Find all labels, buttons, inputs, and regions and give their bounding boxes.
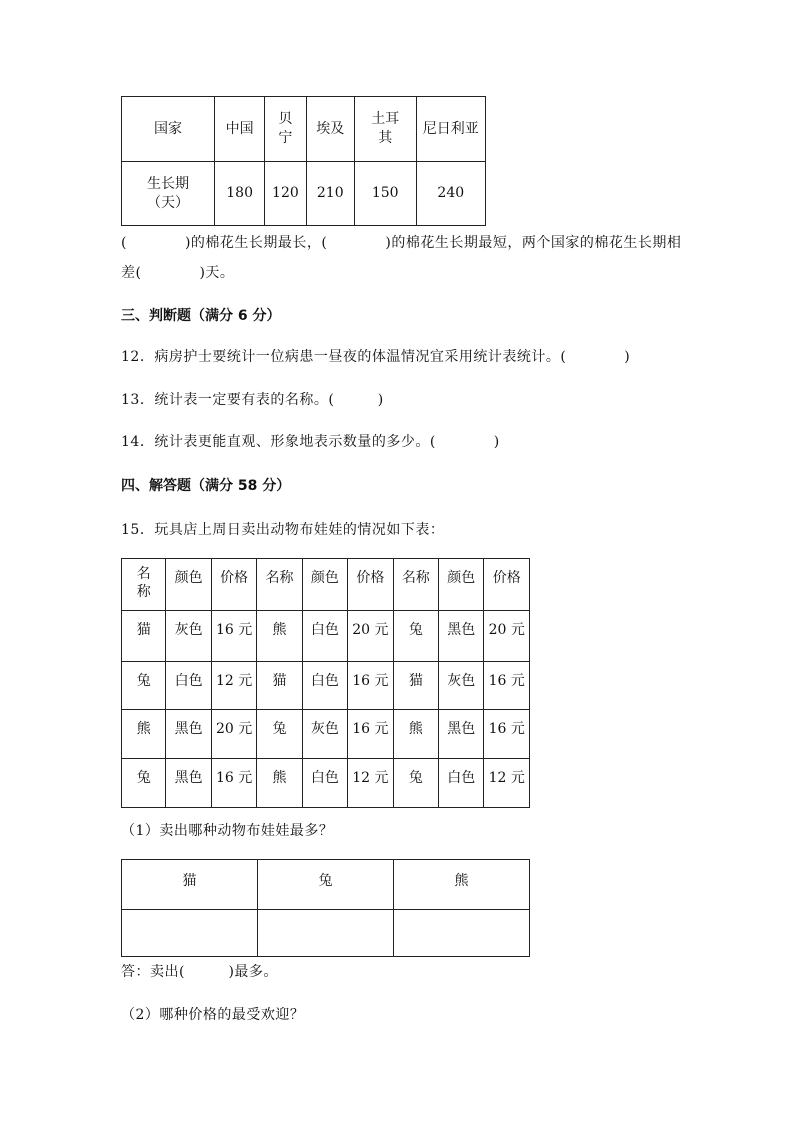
count-header-cell: 熊: [394, 860, 530, 910]
sales-cell: 16 元: [211, 611, 256, 662]
count-header-cell: 兔: [258, 860, 394, 910]
cotton-value-cell: 180: [215, 162, 265, 226]
question-15: 15．玩具店上周日卖出动物布娃娃的情况如下表：: [121, 522, 445, 538]
sales-cell: 20 元: [348, 611, 393, 662]
sales-cell: 白色: [166, 662, 211, 710]
sales-cell: 黑色: [439, 611, 484, 662]
count-value-cell: [258, 910, 394, 957]
cotton-table: [121, 96, 486, 226]
sales-cell: 12 元: [348, 759, 393, 808]
sales-header-cell: 名称: [393, 559, 438, 611]
sales-table: [121, 558, 530, 808]
section-3-title: 三、判断题（满分 6 分）: [121, 308, 281, 324]
cotton-header-cell: 贝 宁: [265, 97, 306, 162]
cotton-value-cell: 150: [354, 162, 416, 226]
question-14: 14．统计表更能直观、形象地表示数量的多少。( ): [121, 434, 500, 450]
count-value-cell: [394, 910, 530, 957]
sales-cell: 熊: [257, 759, 302, 808]
cotton-header-cell: 埃及: [306, 97, 354, 162]
sales-row: [122, 662, 530, 710]
sales-cell: 熊: [257, 611, 302, 662]
sales-cell: 16 元: [484, 662, 530, 710]
count-header-row: [122, 860, 530, 910]
sales-cell: 黑色: [439, 710, 484, 759]
sales-row: [122, 759, 530, 808]
sales-cell: 熊: [393, 710, 438, 759]
sales-cell: 猫: [122, 611, 166, 662]
sales-row: [122, 710, 530, 759]
sales-cell: 猫: [257, 662, 302, 710]
sales-cell: 黑色: [166, 710, 211, 759]
cotton-header-cell: 土耳 其: [354, 97, 416, 162]
cotton-row-label: 生长期 （天）: [122, 162, 215, 226]
count-value-cell: [122, 910, 258, 957]
sales-cell: 20 元: [484, 611, 530, 662]
cotton-header-row: [122, 97, 486, 162]
cotton-question-line-1: ( )的棉花生长期最长，( )的棉花生长期最短，两个国家的棉花生长期相: [121, 235, 682, 251]
cotton-header-cell: 尼日利亚: [416, 97, 485, 162]
count-value-row: [122, 910, 530, 957]
sales-cell: 白色: [302, 759, 347, 808]
sales-cell: 白色: [302, 662, 347, 710]
sales-cell: 16 元: [348, 662, 393, 710]
sales-cell: 20 元: [211, 710, 256, 759]
cotton-value-row: [122, 162, 486, 226]
cotton-question-line-2: 差( )天。: [121, 265, 235, 281]
question-13: 13．统计表一定要有表的名称。( ): [121, 392, 384, 408]
sales-cell: 16 元: [348, 710, 393, 759]
sales-header-cell: 价格: [211, 559, 256, 611]
sales-cell: 灰色: [166, 611, 211, 662]
sales-cell: 16 元: [211, 759, 256, 808]
sales-cell: 猫: [393, 662, 438, 710]
sales-cell: 12 元: [211, 662, 256, 710]
sales-cell: 黑色: [166, 759, 211, 808]
sales-cell: 兔: [122, 759, 166, 808]
sales-cell: 熊: [122, 710, 166, 759]
cotton-header-cell: 中国: [215, 97, 265, 162]
sales-header-cell: 价格: [484, 559, 530, 611]
sales-header-cell: 名 称: [122, 559, 166, 611]
section-4-title: 四、解答题（满分 58 分）: [121, 478, 291, 494]
sales-header-cell: 名称: [257, 559, 302, 611]
cotton-value-cell: 120: [265, 162, 306, 226]
sales-cell: 白色: [439, 759, 484, 808]
sales-header-cell: 颜色: [439, 559, 484, 611]
cotton-value-cell: 210: [306, 162, 354, 226]
sales-header-row: [122, 559, 530, 611]
count-table: [121, 859, 530, 957]
sub-question-2: （2）哪种价格的最受欢迎？: [121, 1007, 305, 1023]
sales-cell: 兔: [122, 662, 166, 710]
sales-header-cell: 颜色: [166, 559, 211, 611]
sales-row: [122, 611, 530, 662]
sub-question-1: （1）卖出哪种动物布娃娃最多？: [121, 823, 334, 839]
sales-cell: 灰色: [302, 710, 347, 759]
sales-cell: 兔: [393, 611, 438, 662]
sales-cell: 白色: [302, 611, 347, 662]
sales-cell: 兔: [257, 710, 302, 759]
sales-header-cell: 颜色: [302, 559, 347, 611]
cotton-value-cell: 240: [416, 162, 485, 226]
count-header-cell: 猫: [122, 860, 258, 910]
sales-cell: 灰色: [439, 662, 484, 710]
question-12: 12．病房护士要统计一位病患一昼夜的体温情况宜采用统计表统计。( ): [121, 349, 631, 365]
sales-cell: 12 元: [484, 759, 530, 808]
cotton-header-cell: 国家: [122, 97, 215, 162]
answer-1: 答：卖出( )最多。: [121, 964, 278, 980]
sales-cell: 16 元: [484, 710, 530, 759]
sales-cell: 兔: [393, 759, 438, 808]
sales-header-cell: 价格: [348, 559, 393, 611]
